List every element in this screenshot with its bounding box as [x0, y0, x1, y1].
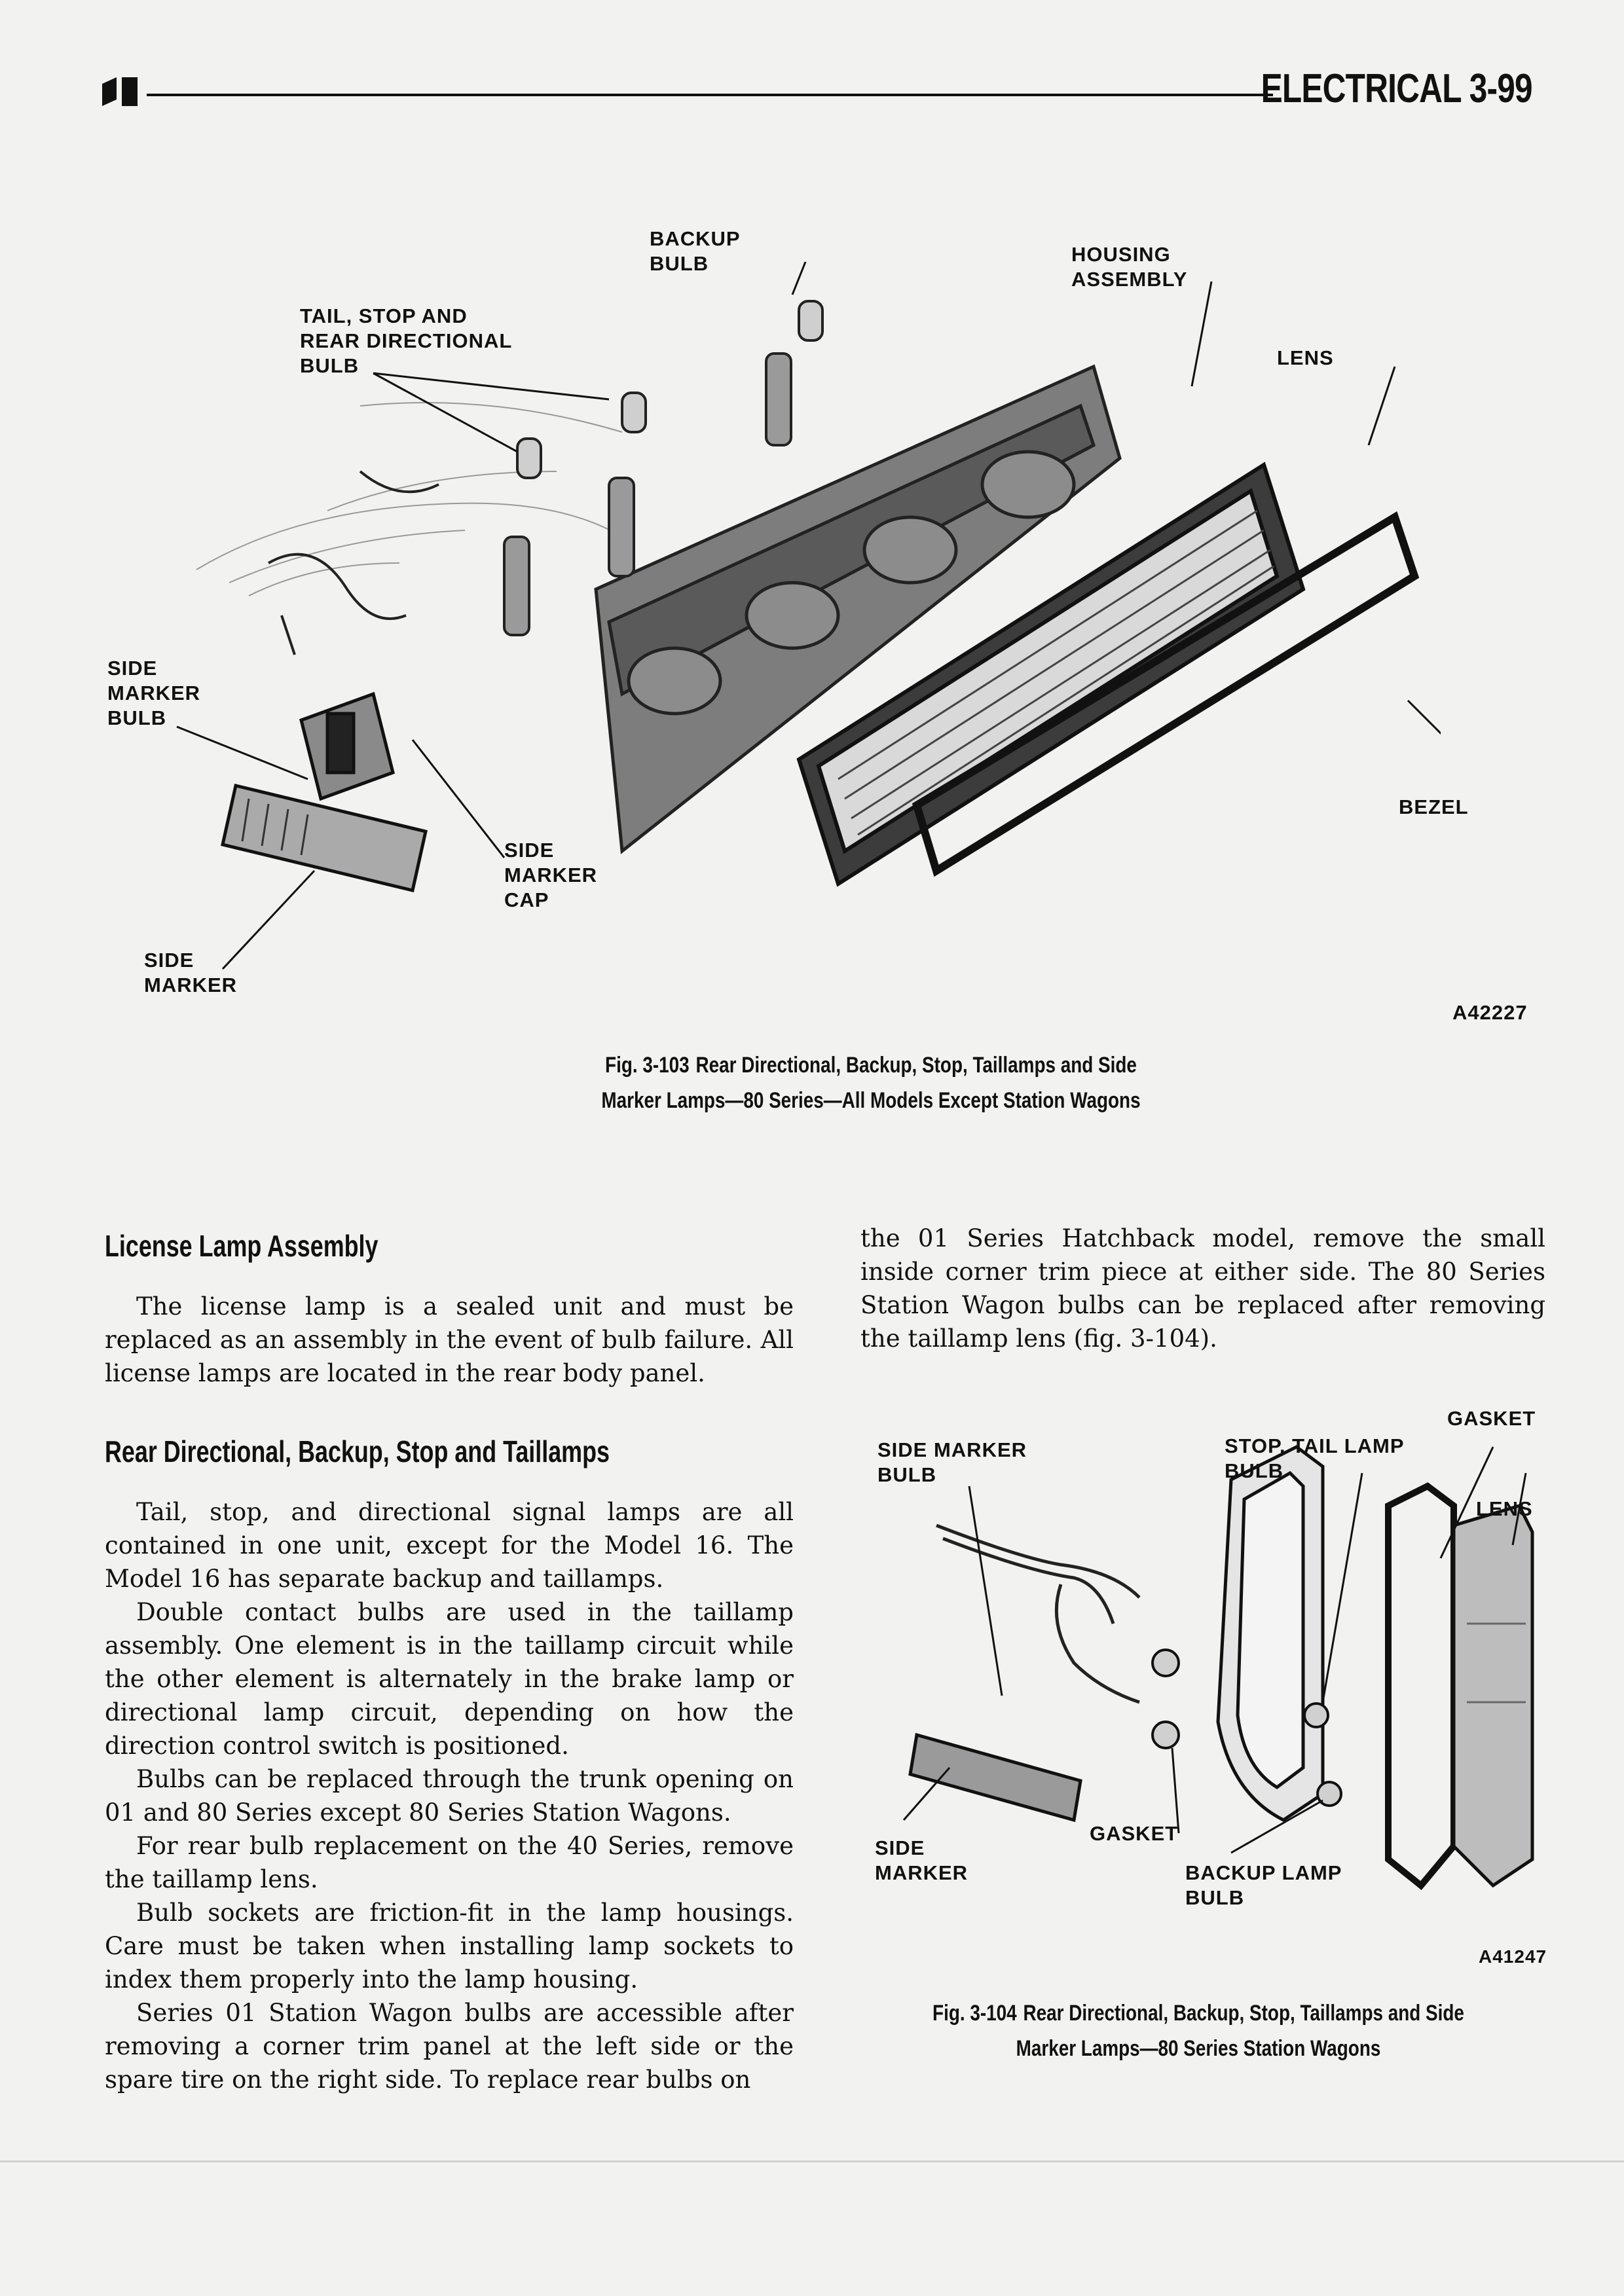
right-column-block: [860, 1222, 1545, 1355]
label-lens: LENS: [1277, 346, 1334, 369]
label-stop-tail-bulb: STOP, TAIL LAMP BULB: [1225, 1434, 1405, 1482]
figure-104-number: Fig. 3-104: [932, 2001, 1017, 2026]
label-gasket-top: GASKET: [1447, 1407, 1536, 1430]
label-gasket-bottom: GASKET: [1090, 1822, 1179, 1845]
label-lens-104: LENS: [1476, 1497, 1533, 1520]
page-bottom-edge: [0, 2160, 1624, 2162]
label-side-marker-bulb: SIDE MARKER BULB: [107, 657, 201, 729]
label-side-marker: SIDE MARKER: [144, 949, 238, 996]
figure-104-illustration: [864, 1427, 1572, 1925]
paragraph: For rear bulb replacement on the 40 Series, remove the taillamp lens.: [105, 1832, 794, 1893]
paragraph: Tail, stop, and directional signal lamps are all contained in one unit, except for the Model 16. The Model 16 has separate backup and taillamps.: [105, 1498, 794, 1593]
figure-104-caption-line2: Marker Lamps—80 Series Station Wagons: [1016, 2036, 1381, 2061]
paragraph: Bulbs can be replaced through the trunk opening on 01 and 80 Series except 80 Series Station Wagons.: [105, 1765, 794, 1827]
left-column-block2: [105, 1495, 794, 2096]
figure-103-caption-line1: Rear Directional, Backup, Stop, Taillamps and Side: [695, 1053, 1137, 1078]
paragraph: the 01 Series Hatchback model, remove the small inside corner trim piece at either side. The 80 Series Station Wagon bulbs can be replaced after removing the taillamp lens (fig. 3-104).: [860, 1224, 1545, 1353]
label-tail-stop-bulb: TAIL, STOP AND REAR DIRECTIONAL BULB: [300, 304, 513, 377]
label-side-marker-bulb-104: SIDE MARKER BULB: [877, 1438, 1027, 1486]
figure-104-caption-line1: Rear Directional, Backup, Stop, Taillamps and Side: [1023, 2001, 1464, 2026]
label-backup-bulb: BACKUP BULB: [650, 227, 741, 275]
paragraph: Double contact bulbs are used in the taillamp assembly. One element is in the taillamp circuit while the other element is alternately in the brake lamp or directional lamp circuit, depending on how the direction control switch is positioned.: [105, 1598, 794, 1760]
label-housing-assembly: HOUSING ASSEMBLY: [1071, 243, 1188, 291]
figure-104-id: A41247: [1479, 1946, 1547, 1967]
figure-103-number: Fig. 3-103: [605, 1053, 690, 1078]
paragraph: Series 01 Station Wagon bulbs are accessible after removing a corner trim panel at the left side or the spare tire on the right side. To replace rear bulbs on: [105, 1999, 794, 2094]
page-header: ELECTRICAL 3-99: [1261, 66, 1532, 111]
figure-104-caption: [913, 1995, 1483, 2066]
label-bezel: BEZEL: [1399, 795, 1469, 818]
figure-103-id: A42227: [1452, 1001, 1528, 1024]
figure-103-caption-line2: Marker Lamps—80 Series—All Models Except Station Wagons: [601, 1088, 1141, 1113]
label-backup-lamp-bulb: BACKUP LAMP BULB: [1185, 1861, 1342, 1909]
section-mark-icon: [102, 77, 139, 106]
label-side-marker-104: SIDE MARKER: [875, 1836, 969, 1884]
paragraph: Bulb sockets are friction-fit in the lamp housings. Care must be taken when installing lamp sockets to index them properly into the lamp housing.: [105, 1899, 794, 1994]
label-side-marker-cap: SIDE MARKER CAP: [504, 839, 598, 911]
left-column-block1: [105, 1290, 794, 1390]
header-rule: [147, 94, 1273, 96]
heading-rear-lamps: Rear Directional, Backup, Stop and Taillamps: [105, 1434, 610, 1468]
paragraph: The license lamp is a sealed unit and must be replaced as an assembly in the event of bulb failure. All license lamps are located in the rear body panel.: [105, 1292, 794, 1387]
heading-license-lamp: License Lamp Assembly: [105, 1229, 378, 1263]
figure-103-caption: [554, 1048, 1188, 1118]
